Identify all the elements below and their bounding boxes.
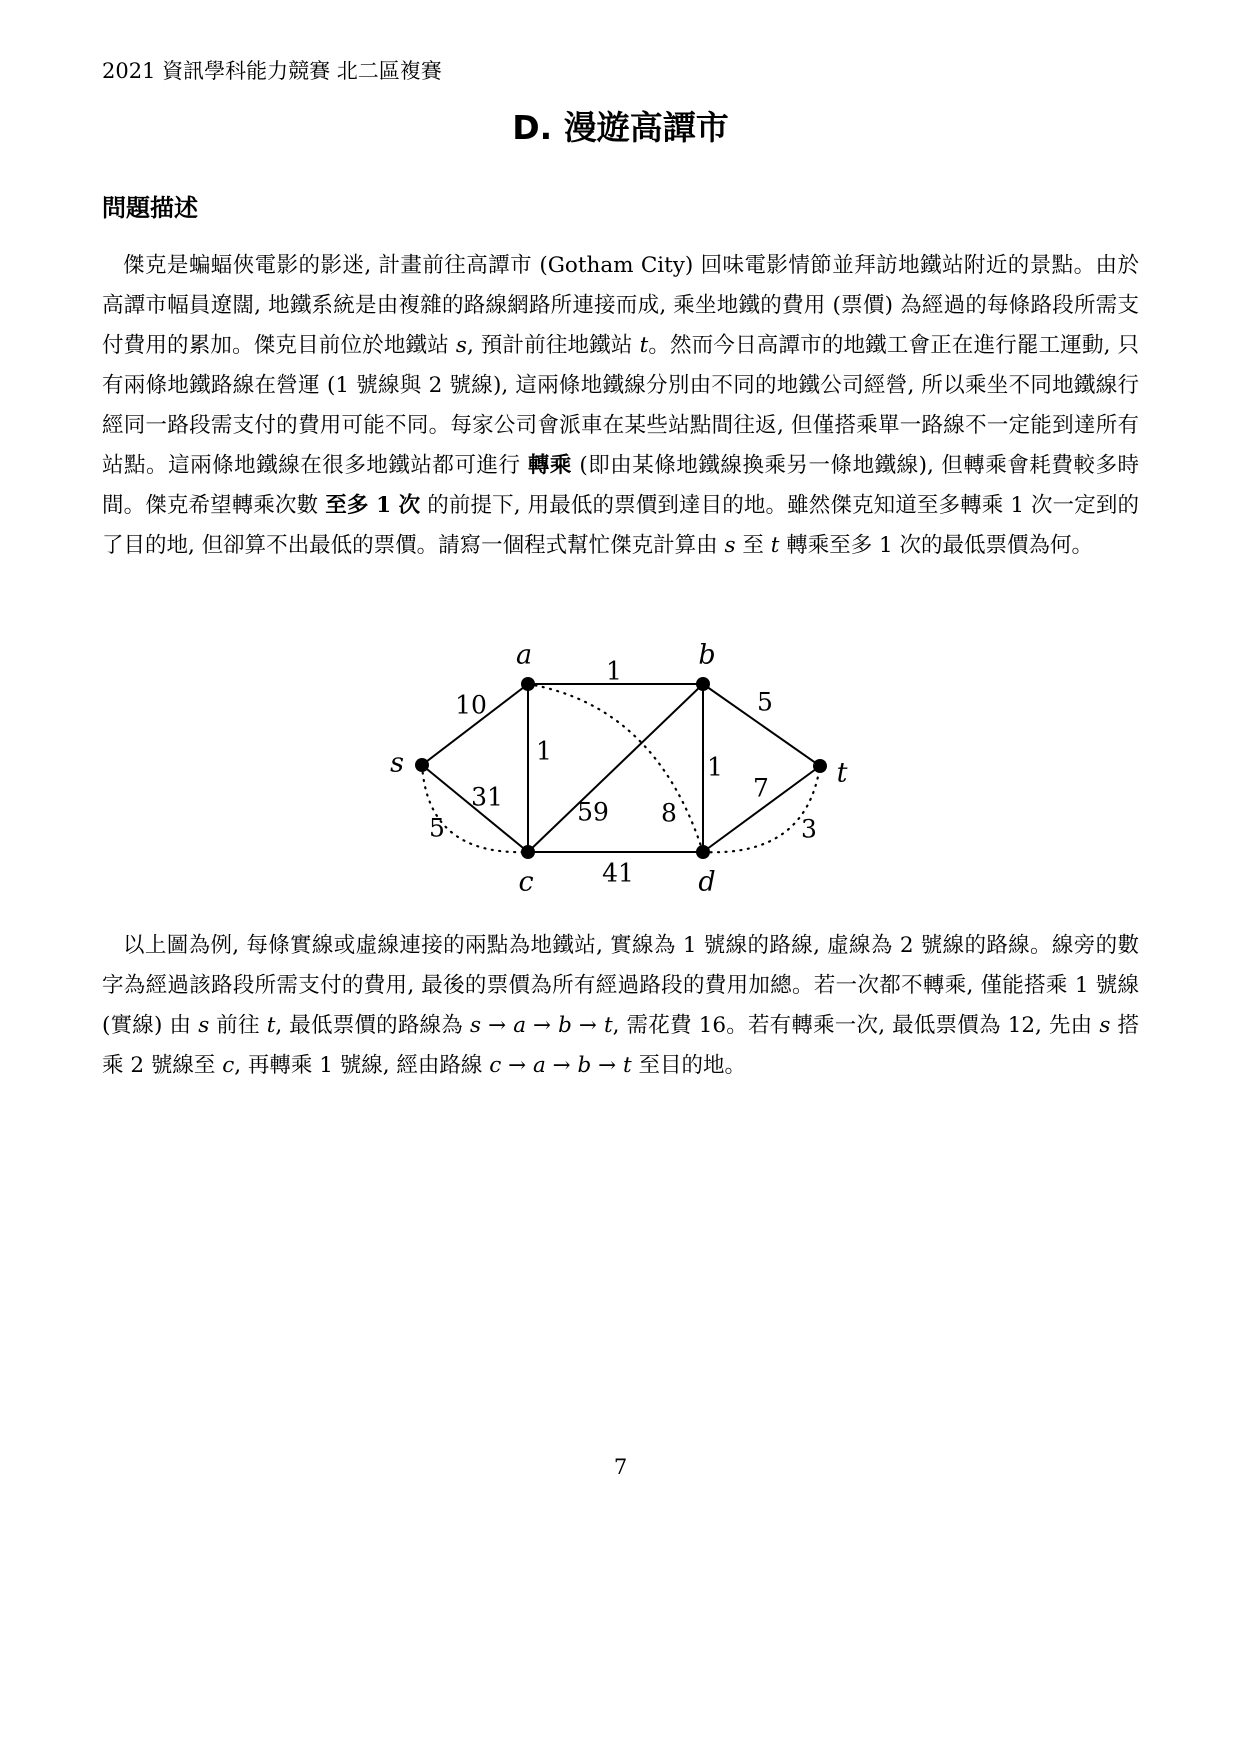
text-run: → bbox=[501, 1053, 533, 1078]
graph-node-label-s: s bbox=[389, 747, 404, 779]
text-run: → bbox=[571, 1013, 604, 1038]
text-run: 傑克是蝙蝠俠電影的影迷, 計畫前往高譚市 (Gotham City) 回味電影情節並拜訪地鐵站附近的景點。由於高譚市幅員遼闊, 地鐵系統是由複雜的路線網路所連接而成, 乘坐地鐵的費用 (票價) 為經過的每條路段所需支付費用的累加。傑克目前位於地鐵站 bbox=[102, 253, 1139, 358]
problem-paragraph bbox=[102, 246, 1139, 566]
math-variable: a bbox=[513, 1013, 527, 1038]
edge-weight-b-t-line1: 5 bbox=[756, 687, 773, 717]
edge-weight-c-d-line1: 41 bbox=[601, 858, 634, 888]
edge-weight-d-t-line1: 7 bbox=[752, 773, 769, 803]
math-variable: t bbox=[770, 533, 780, 558]
math-variable: s bbox=[470, 1013, 482, 1038]
text-run: 轉乘至多 1 次的最低票價為何。 bbox=[779, 533, 1094, 558]
edge-weight-s-c-line1: 31 bbox=[470, 782, 503, 812]
graph-node-label-c: c bbox=[517, 866, 534, 898]
text-run: → bbox=[481, 1013, 514, 1038]
math-variable: s bbox=[198, 1013, 210, 1038]
text-run: 。然而今日高譚市的地鐵工會正在進行罷工運動, 只有兩條地鐵路線在營運 (1 號線與 2 號線), 這兩條地鐵線分別由不同的地鐵公司經營, 所以乘坐不同地鐵線行經同一路段需支付的費用可能不同。每家公司會派車在某些站點間往返, 但僅搭乘單一路線不一定能到達所有站點。這兩條地鐵線在很多地鐵站都可進行 bbox=[102, 333, 1139, 478]
math-variable: c bbox=[489, 1053, 502, 1078]
text-run: , 再轉乘 1 號線, 經由路線 bbox=[234, 1053, 490, 1078]
math-variable: b bbox=[558, 1013, 572, 1038]
text-run: (即由某條地鐵線換乘另一條地鐵線), 但轉乘會耗費較多時間。傑克希望轉乘次數 bbox=[102, 453, 1139, 518]
math-variable: a bbox=[533, 1053, 546, 1078]
edge-weight-a-c-line1: 1 bbox=[535, 736, 552, 766]
text-run: 的前提下, 用最低的票價到達目的地。雖然傑克知道至多轉乘 1 次一定到的了目的地, 但卻算不出最低的票價。請寫一個程式幫忙傑克計算由 bbox=[102, 493, 1139, 558]
math-variable: c bbox=[222, 1053, 235, 1078]
graph-node-label-d: d bbox=[697, 866, 716, 898]
math-variable: t bbox=[604, 1013, 613, 1038]
math-variable: s bbox=[1099, 1013, 1111, 1038]
section-heading-problem-description: 問題描述 bbox=[102, 194, 198, 222]
edge-weight-d-t-line2: 3 bbox=[800, 814, 817, 844]
document-header: 2021 資訊學科能力競賽 北二區複賽 bbox=[102, 59, 442, 83]
graph-node-label-a: a bbox=[515, 639, 532, 671]
text-run: 前往 bbox=[209, 1013, 267, 1038]
text-run: 至目的地。 bbox=[631, 1053, 746, 1078]
edge-weight-a-d-line2: 8 bbox=[660, 798, 677, 828]
edge-weight-s-a-line1: 10 bbox=[454, 690, 487, 720]
graph-node-s bbox=[415, 758, 429, 772]
graph-node-label-b: b bbox=[697, 639, 716, 671]
graph-node-a bbox=[521, 677, 535, 691]
edge-weight-b-d-line1: 1 bbox=[706, 752, 723, 782]
text-run: 至 bbox=[735, 533, 771, 558]
text-run: , 預計前往地鐵站 bbox=[466, 333, 640, 358]
graph-node-b bbox=[696, 677, 710, 691]
math-variable: s bbox=[455, 333, 467, 358]
math-variable: t bbox=[639, 333, 649, 358]
text-run: , 需花費 16。若有轉乘一次, 最低票價為 12, 先由 bbox=[612, 1013, 1100, 1038]
page-number: 7 bbox=[613, 1455, 628, 1479]
text-run: → bbox=[591, 1053, 623, 1078]
text-run: → bbox=[526, 1013, 559, 1038]
text-run: 搭乘 2 號線至 bbox=[102, 1013, 1139, 1078]
math-variable: b bbox=[577, 1053, 592, 1078]
example-paragraph bbox=[102, 926, 1139, 1086]
bold-term: 轉乘 bbox=[527, 453, 572, 478]
math-variable: s bbox=[724, 533, 736, 558]
graph-node-c bbox=[521, 845, 535, 859]
edge-weight-c-b-line1: 59 bbox=[576, 797, 609, 827]
graph-node-label-t: t bbox=[836, 757, 847, 789]
text-run: , 最低票價的路線為 bbox=[275, 1013, 471, 1038]
bold-term: 至多 1 次 bbox=[325, 493, 421, 518]
graph-node-t bbox=[813, 759, 827, 773]
edge-weight-s-c-line2: 5 bbox=[428, 813, 445, 843]
document-content bbox=[102, 0, 1139, 1086]
math-variable: t bbox=[266, 1013, 276, 1038]
text-run: → bbox=[545, 1053, 578, 1078]
text-run: 以上圖為例, 每條實線或虛線連接的兩點為地鐵站, 實線為 1 號線的路線, 虛線為 2 號線的路線。線旁的數字為經過該路段所需支付的費用, 最後的票價為所有經過路段的費用加總。若一次都不轉乘, 僅能搭乘 1 號線 (實線) 由 bbox=[102, 933, 1139, 1038]
page-title: D. 漫遊高譚市 bbox=[512, 108, 729, 147]
figure-container bbox=[102, 572, 1139, 904]
edge-weight-a-b-line1: 1 bbox=[605, 656, 622, 686]
graph-figure bbox=[371, 572, 871, 904]
graph-node-d bbox=[696, 845, 710, 859]
math-variable: t bbox=[622, 1053, 632, 1078]
